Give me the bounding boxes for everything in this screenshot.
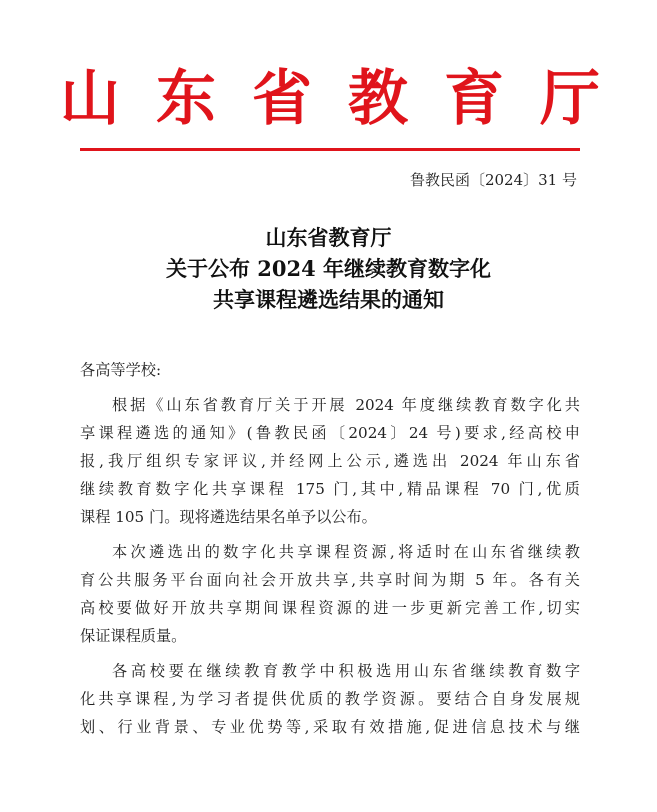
document-body — [80, 356, 580, 741]
paragraph — [80, 538, 580, 650]
masthead-char: 厅 — [540, 64, 600, 134]
title-line: 山东省教育厅 — [265, 225, 392, 250]
document-title — [0, 222, 657, 315]
paragraph-line: 高校要做好开放共享期间课程资源的进一步更新完善工作,切实 — [80, 599, 580, 617]
masthead-char: 省 — [252, 64, 312, 134]
title-line: 共享课程遴选结果的通知 — [213, 287, 444, 312]
paragraph-line: 保证课程质量。 — [80, 627, 187, 645]
paragraph-line: 划、行业背景、专业优势等,采取有效措施,促进信息技术与继 — [80, 718, 580, 736]
paragraph-line: 育公共服务平台面向社会开放共享,共享时间为期 5 年。各有关 — [80, 571, 580, 589]
masthead-char: 东 — [156, 64, 216, 134]
paragraph-line: 报,我厅组织专家评议,并经网上公示,遴选出 2024 年山东省 — [80, 452, 580, 470]
salutation: 各高等学校: — [80, 361, 162, 379]
red-divider-line — [80, 148, 580, 151]
paragraph-line: 本次遴选出的数字化共享课程资源,将适时在山东省继续教 — [112, 543, 580, 561]
masthead-char: 山 — [60, 64, 120, 134]
title-line: 关于公布 2024 年继续教育数字化 — [165, 256, 492, 281]
masthead-char: 教 — [348, 64, 408, 134]
paragraph-line: 享课程遴选的通知》(鲁教民函〔2024〕24 号)要求,经高校申 — [80, 424, 580, 442]
masthead-char: 育 — [444, 64, 504, 134]
paragraph — [80, 657, 580, 741]
paragraph-line: 课程 105 门。现将遴选结果名单予以公布。 — [80, 508, 377, 526]
paragraph-line: 各高校要在继续教育教学中积极选用山东省继续教育数字 — [112, 662, 580, 680]
paragraph-line: 化共享课程,为学习者提供优质的教学资源。要结合自身发展规 — [80, 690, 580, 708]
paragraph — [80, 391, 580, 531]
masthead — [60, 64, 600, 134]
document-number: 鲁教民函〔2024〕31 号 — [409, 171, 577, 189]
paragraph-line: 继续教育数字化共享课程 175 门,其中,精品课程 70 门,优质 — [80, 480, 580, 498]
paragraph-line: 根据《山东省教育厅关于开展 2024 年度继续教育数字化共 — [112, 396, 580, 414]
